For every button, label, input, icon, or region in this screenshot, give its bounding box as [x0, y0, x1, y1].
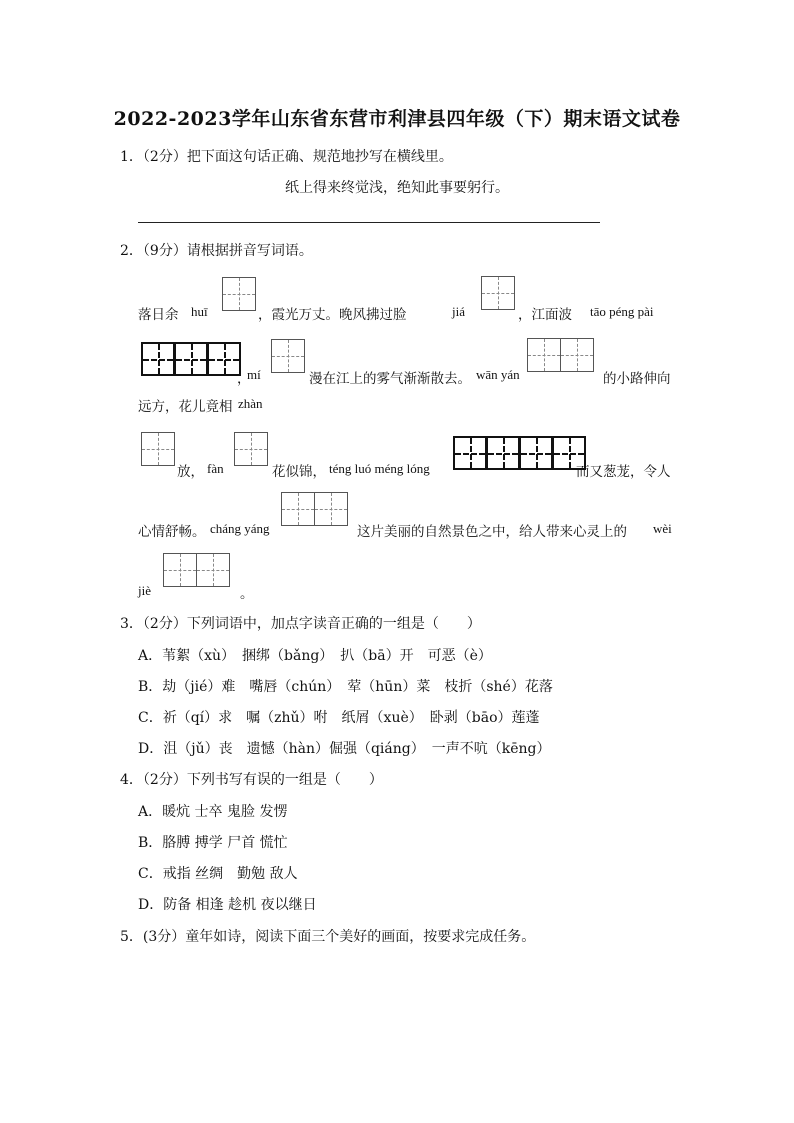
q2-text: 落日余	[138, 307, 179, 323]
q2-text: 而又葱茏，令人	[576, 464, 671, 480]
option-b[interactable]: B．胳膊 搏学 尸首 慌忙	[138, 835, 288, 851]
question-1-stem: 1．（2分）把下面这句话正确、规范地抄写在横线里。	[120, 149, 453, 165]
option-b[interactable]: B．劫（jié）难 嘴唇（chún） 荤（hūn）菜 枝折（shé）花落	[138, 679, 553, 695]
q2-pinyin: téng luó méng lóng	[329, 461, 430, 476]
q2-pinyin: mí	[247, 367, 261, 382]
option-c[interactable]: C．戒指 丝绸 勤勉 敌人	[138, 866, 298, 882]
q2-text: 放，	[177, 464, 204, 480]
q2-text: 漫在江上的雾气渐渐散去。	[309, 371, 471, 387]
answer-grid[interactable]	[453, 436, 586, 470]
q2-text: 。	[240, 586, 254, 602]
answer-grid[interactable]	[163, 553, 230, 587]
q2-text: ，江面波	[518, 307, 572, 323]
option-a[interactable]: A．苇絮（xù） 捆绑（bǎng） 扒（bā）开 可恶（è）	[138, 648, 492, 664]
q2-pinyin: fàn	[207, 461, 224, 476]
q2-pinyin: zhàn	[238, 396, 263, 411]
option-c[interactable]: C．祈（qí）求 嘱（zhǔ）咐 纸屑（xuè） 卧剥（bāo）莲蓬	[138, 710, 540, 726]
q2-text: ，霞光万丈。晚风拂过脸	[258, 307, 407, 323]
q2-pinyin: wān yán	[476, 367, 520, 382]
answer-grid[interactable]	[481, 276, 515, 310]
answer-grid[interactable]	[271, 339, 305, 373]
q2-pinyin: wèi	[653, 521, 672, 536]
q2-pinyin: tāo péng pài	[590, 304, 654, 319]
question-5-stem: 5．(3分）童年如诗，阅读下面三个美好的画面，按要求完成任务。	[120, 929, 536, 945]
answer-grid[interactable]	[222, 277, 256, 311]
q2-text: 花似锦，	[272, 464, 326, 480]
question-1-sentence: 纸上得来终觉浅，绝知此事要躬行。	[285, 180, 509, 196]
q2-pinyin: huī	[191, 304, 208, 319]
answer-grid[interactable]	[234, 432, 268, 466]
question-3-stem: 3．（2分）下列词语中，加点字读音正确的一组是（ ）	[120, 616, 481, 632]
question-2-stem: 2．（9分）请根据拼音写词语。	[120, 243, 313, 259]
answer-line	[138, 222, 600, 223]
option-d[interactable]: D．沮（jǔ）丧 遗憾（hàn）倔强（qiáng） 一声不吭（kēng）	[138, 741, 551, 757]
q2-text: 的小路伸向	[603, 371, 671, 387]
q2-pinyin: cháng yáng	[210, 521, 270, 536]
q2-pinyin: jiá	[452, 304, 465, 319]
answer-grid[interactable]	[141, 342, 241, 376]
page-title: 2022-2023学年山东省东营市利津县四年级（下）期末语文试卷	[113, 108, 681, 130]
answer-grid[interactable]	[281, 492, 348, 526]
q2-text: ，	[237, 371, 251, 387]
answer-grid[interactable]	[527, 338, 594, 372]
q2-pinyin: jiè	[138, 583, 151, 598]
q2-text: 心情舒畅。	[138, 524, 206, 540]
q2-text: 远方，花儿竟相	[138, 399, 233, 415]
q2-text: 这片美丽的自然景色之中，给人带来心灵上的	[357, 524, 627, 540]
option-d[interactable]: D．防备 相逢 趁机 夜以继日	[138, 897, 317, 913]
option-a[interactable]: A．暖炕 士卒 鬼脸 发愣	[138, 804, 288, 820]
answer-grid[interactable]	[141, 432, 175, 466]
question-4-stem: 4．（2分）下列书写有误的一组是（ ）	[120, 772, 383, 788]
